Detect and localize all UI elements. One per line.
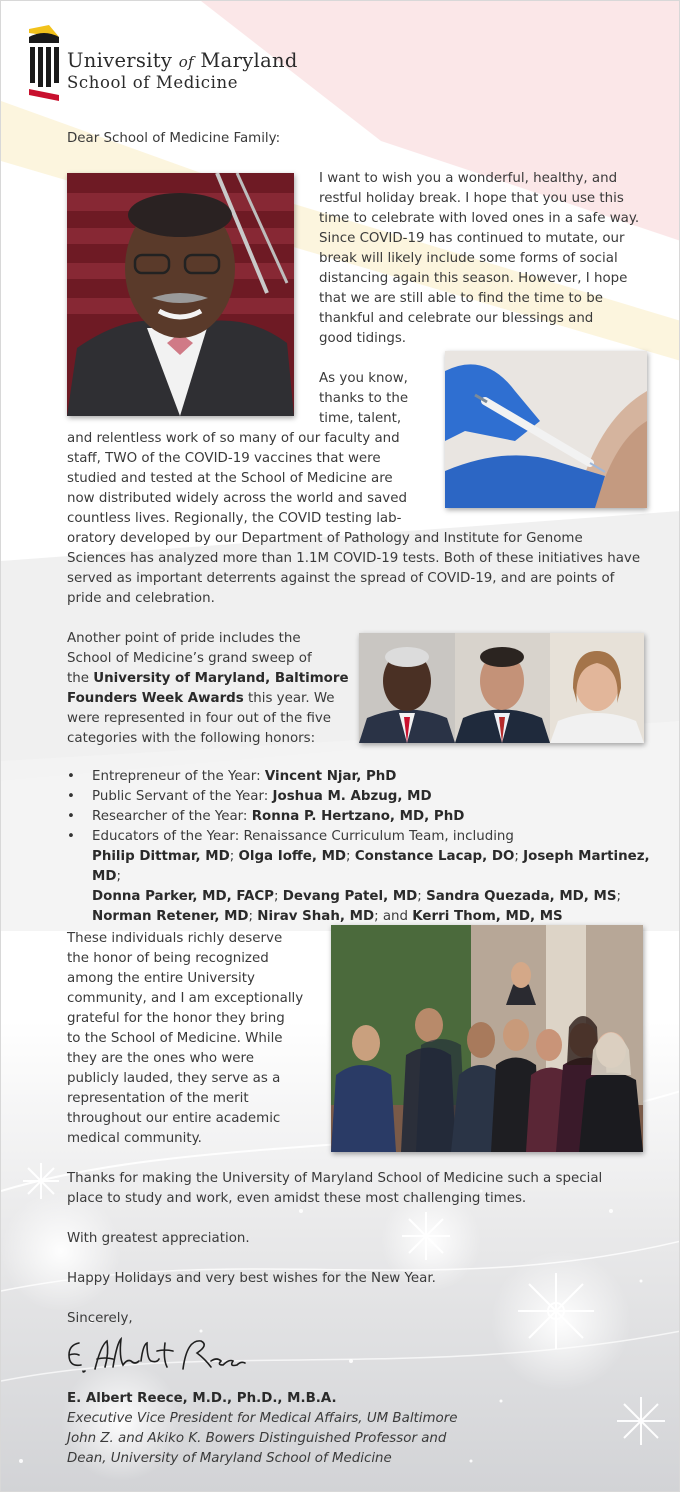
dome-building-icon [27, 23, 61, 105]
list-item: • Researcher of the Year: Ronna P. Hertzano, MD, PhD [67, 807, 667, 827]
paragraph-gratitude: These individuals richly deserve the honor of being recognized among the entire University community, and I am exceptionally grateful for the honor they bring to the School of Medicine. While they are the ones who were publicly lauded, they serve as a representation of the merit throughout our entire academic medical community. [67, 931, 304, 1146]
awardee-headshots-photo [359, 633, 644, 743]
signatory-title-3: Dean, University of Maryland School of Medicine [67, 1451, 392, 1466]
paragraph-founders-week: Another point of pride includes the School of Medicine’s grand sweep of the University of Maryland, Baltimore Founders Week Awards this year. We were represented in four out of the five categories with the following honors: [67, 631, 349, 746]
closing-holidays: Happy Holidays and very best wishes for the New Year. [67, 1271, 436, 1286]
signatory-title-2: John Z. and Akiko K. Bowers Distinguished Professor and [67, 1431, 447, 1446]
university-logo [27, 23, 347, 105]
list-item: • Entrepreneur of the Year: Vincent Njar, PhD [67, 767, 667, 787]
closing-sincerely: Sincerely, [67, 1311, 133, 1326]
handwritten-signature [61, 1331, 251, 1381]
greeting: Dear School of Medicine Family: [67, 131, 281, 146]
signature-block [67, 1389, 667, 1469]
paragraph-vaccines-short: As you know, thanks to the time, talent, [319, 371, 409, 426]
logo-wordmark-university: University of Maryland [67, 49, 298, 72]
paragraph-thanks: Thanks for making the University of Maryland School of Medicine such a special place to study and work, even amidst these most challenging times. [67, 1171, 603, 1206]
honors-list [67, 767, 667, 927]
list-item: • Public Servant of the Year: Joshua M. Abzug, MD [67, 787, 667, 807]
signatory-title-1: Executive Vice President for Medical Affairs, UM Baltimore [67, 1411, 458, 1426]
paragraph-holiday-wishes: I want to wish you a wonderful, healthy, and restful holiday break. I hope that you use this time to celebrate with loved ones in a safe way. Since COVID-19 has continued to mutate, our break will likely include some forms of social distancing again this season. However, I hope that we are still able to find the time to be thankful and celebrate our blessings and good tidings. [319, 171, 640, 346]
renaissance-team-photo [331, 925, 643, 1152]
closing-appreciation: With greatest appreciation. [67, 1231, 250, 1246]
paragraph-vaccines: and relentless work of so many of our faculty and staff, TWO of the COVID-19 vaccines that were studied and tested at the School of Medicine are now distributed widely across the world and saved countless lives. Regionally, the COVID testing lab- oratory developed by our Department of Pathology and Institute for Genome Sciences has analyzed more than 1.1M COVID-19 tests. Both of these initiatives have served as important deterrents against the spread of COVID-19, and are points of pride and celebration. [67, 431, 641, 606]
signatory-name: E. Albert Reece, M.D., Ph.D., M.B.A. [67, 1391, 337, 1406]
list-item: • Educators of the Year: Renaissance Curriculum Team, including Philip Dittmar, MD; Olga Ioffe, MD; Constance Lacap, DO; Joseph Martinez, MD; Donna Parker, MD, FACP; Devang Patel, MD; Sandra Quezada, MD, MS; Norman Retener, MD; Nirav Shah, MD; and Kerri Thom, MD, MS [67, 827, 667, 927]
logo-wordmark-school: School of Medicine [67, 73, 239, 92]
dean-portrait-photo [67, 173, 294, 416]
